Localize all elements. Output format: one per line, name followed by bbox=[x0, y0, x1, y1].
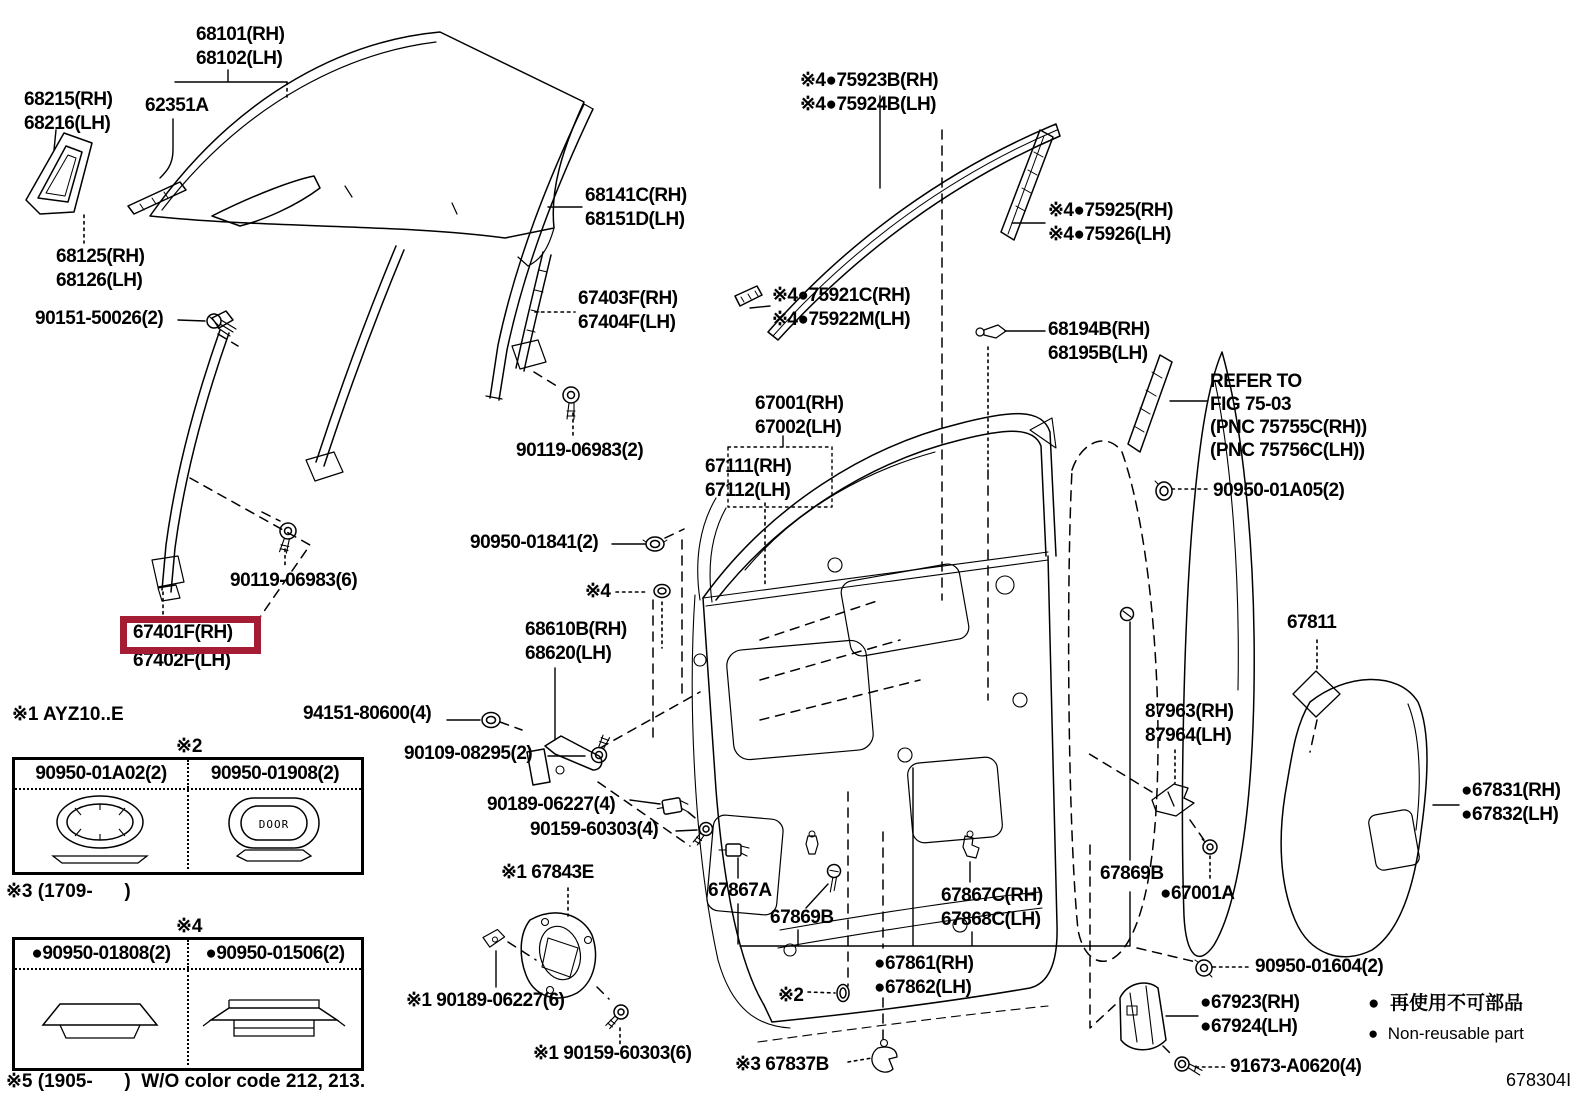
label-90109-08295: 90109-08295(2) bbox=[404, 743, 533, 764]
table-x4-cell-left bbox=[15, 970, 189, 1065]
label-90950-01604: 90950-01604(2) bbox=[1255, 956, 1384, 977]
legend-en: ● Non-reusable part bbox=[1368, 1024, 1524, 1043]
water-shield-art bbox=[1281, 679, 1427, 956]
grommet-x2-icon bbox=[837, 985, 849, 1002]
label-91673-a0620: 91673-A0620(4) bbox=[1230, 1056, 1362, 1077]
table-x4-header-left: ●90950-01808(2) bbox=[15, 940, 189, 968]
label-68141c: 68141C(RH) 68151D(LH) bbox=[585, 185, 687, 230]
label-refer-to-fig: REFER TO FIG 75-03 (PNC 75755C(RH)) (PNC 75756C(LH)) bbox=[1210, 371, 1367, 461]
grommet-01841-icon bbox=[643, 537, 667, 551]
note-1-ayz10: ※1 AYZ10..E bbox=[12, 704, 124, 725]
label-67923: ●67923(RH) ●67924(LH) bbox=[1200, 992, 1300, 1037]
bracket-87963-art bbox=[1152, 784, 1194, 816]
grommet-01a05-icon bbox=[1155, 481, 1172, 500]
label-67001a: ●67001A bbox=[1160, 883, 1235, 904]
quarter-glass-art bbox=[212, 176, 320, 226]
label-68101: 68101(RH) 68102(LH) bbox=[196, 24, 285, 69]
label-67831: ●67831(RH) ●67832(LH) bbox=[1461, 780, 1561, 825]
table2-title: ※2 bbox=[176, 736, 203, 757]
label-68125: 68125(RH) 68126(LH) bbox=[56, 246, 145, 291]
run-channel-front-art bbox=[152, 311, 233, 601]
label-x4-mark: ※4 bbox=[585, 581, 611, 602]
table4-title: ※4 bbox=[176, 916, 203, 937]
label-75921c: ※4●75921C(RH) ※4●75922M(LH) bbox=[772, 285, 911, 330]
label-87963: 87963(RH) 87964(LH) bbox=[1145, 701, 1234, 746]
label-67402f: 67402F(LH) bbox=[133, 650, 231, 671]
plug-layered-icon bbox=[189, 970, 359, 1065]
label-67811: 67811 bbox=[1287, 612, 1337, 633]
clip-90189-6-icon bbox=[482, 928, 506, 948]
bolt-90119-2-icon bbox=[563, 387, 579, 419]
label-68610b: 68610B(RH) 68620(LH) bbox=[525, 619, 627, 664]
label-67869b-right: 67869B bbox=[1100, 863, 1164, 884]
door-panel-art bbox=[692, 414, 1057, 1042]
label-x2-mark: ※2 bbox=[778, 985, 804, 1006]
cushion-art bbox=[1293, 671, 1340, 717]
table-x2-header-left: 90950-01A02(2) bbox=[15, 760, 189, 788]
note-5-color-code: ※5 (1905- ) W/O color code 212, 213. bbox=[6, 1071, 366, 1092]
clip-67867-lower-icon bbox=[806, 831, 818, 854]
label-90151-50026: 90151-50026(2) bbox=[35, 308, 164, 329]
check-67837-art bbox=[872, 1040, 897, 1073]
run-channel-rear-art bbox=[306, 104, 593, 481]
label-90159-60303-4: 90159-60303(4) bbox=[530, 819, 659, 840]
label-90119-06983-6: 90119-06983(6) bbox=[230, 570, 358, 591]
table-x2-cell-left bbox=[15, 790, 189, 869]
speaker-cover-art bbox=[521, 913, 595, 998]
label-67867c: 67867C(RH) 67868C(LH) bbox=[941, 885, 1043, 930]
table-x2-header-right: 90950-01908(2) bbox=[210, 763, 340, 784]
figure-code: 678304I bbox=[1506, 1070, 1572, 1090]
bolt-90159-6-icon bbox=[603, 1002, 631, 1032]
label-67861: ●67861(RH) ●67862(LH) bbox=[874, 953, 974, 998]
label-67867a: 67867A bbox=[708, 880, 772, 901]
screw-67869-left-icon bbox=[818, 862, 849, 893]
note-3-date: ※3 (1709- ) bbox=[6, 881, 131, 902]
grommet-door-icon bbox=[189, 790, 359, 869]
label-90189-06227-6: ※1 90189-06227(6) bbox=[406, 990, 565, 1011]
label-68215: 68215(RH) 68216(LH) bbox=[24, 89, 113, 134]
label-67837b: ※3 67837B bbox=[735, 1054, 829, 1075]
label-90189-06227-4: 90189-06227(4) bbox=[487, 794, 616, 815]
mirror-base-art bbox=[1120, 983, 1166, 1050]
bolt-91673-icon bbox=[1173, 1055, 1204, 1076]
clip-67867a-icon bbox=[719, 844, 749, 856]
label-68194b: 68194B(RH) 68195B(LH) bbox=[1048, 319, 1150, 364]
label-67001: 67001(RH) 67002(LH) bbox=[755, 393, 844, 438]
plug-table-x4 bbox=[12, 937, 364, 1071]
label-62351a: 62351A bbox=[145, 95, 209, 116]
grommet-table-x2 bbox=[12, 757, 364, 875]
table-x4-header-right: ●90950-01506(2) bbox=[205, 943, 345, 964]
label-67401f[interactable]: 67401F(RH) bbox=[133, 622, 233, 643]
grommet-x4-icon bbox=[654, 585, 670, 598]
label-67843e: ※1 67843E bbox=[501, 862, 594, 883]
clip-67867c-icon bbox=[963, 831, 979, 858]
screw-67869-right-icon bbox=[1121, 608, 1134, 621]
grommet-67001a-icon bbox=[1202, 839, 1217, 854]
label-75923b: ※4●75923B(RH) ※4●75924B(LH) bbox=[800, 70, 939, 115]
label-67403f: 67403F(RH) 67404F(LH) bbox=[578, 288, 678, 333]
label-94151-80600: 94151-80600(4) bbox=[303, 703, 432, 724]
plug-flat-icon bbox=[15, 970, 185, 1065]
belt-moulding-art bbox=[1128, 355, 1172, 452]
weatherstrip-clip-art bbox=[976, 325, 1006, 338]
label-67111: 67111(RH) 67112(LH) bbox=[705, 456, 792, 501]
label-67869b-left: 67869B bbox=[770, 907, 834, 928]
label-75925: ※4●75925(RH) ※4●75926(LH) bbox=[1048, 200, 1173, 245]
clip-90189-4-icon bbox=[656, 796, 689, 816]
table-x4-cell-right bbox=[189, 970, 361, 1065]
label-90159-60303-6: ※1 90159-60303(6) bbox=[533, 1043, 692, 1064]
grommet-oval-icon bbox=[15, 790, 185, 869]
legend-jp: ● 再使用不可部品 bbox=[1368, 993, 1524, 1014]
label-90950-01841: 90950-01841(2) bbox=[470, 532, 599, 553]
construction-lines-dashed bbox=[190, 130, 1317, 1056]
table-x2-cell-right bbox=[189, 790, 361, 869]
vent-frame-art bbox=[26, 133, 92, 214]
strip-62351-art bbox=[128, 182, 186, 214]
bolt-90119-6-icon bbox=[276, 522, 298, 555]
legend bbox=[1368, 988, 1524, 1044]
front-moulding-art bbox=[735, 286, 762, 306]
grommet-94151-icon bbox=[482, 713, 500, 728]
door-check-art bbox=[527, 736, 602, 785]
grommet-01604-icon bbox=[1195, 960, 1212, 977]
label-90119-06983-2: 90119-06983(2) bbox=[516, 440, 644, 461]
svg-text:DOOR: DOOR bbox=[258, 818, 290, 831]
label-90950-01a05: 90950-01A05(2) bbox=[1213, 480, 1345, 501]
